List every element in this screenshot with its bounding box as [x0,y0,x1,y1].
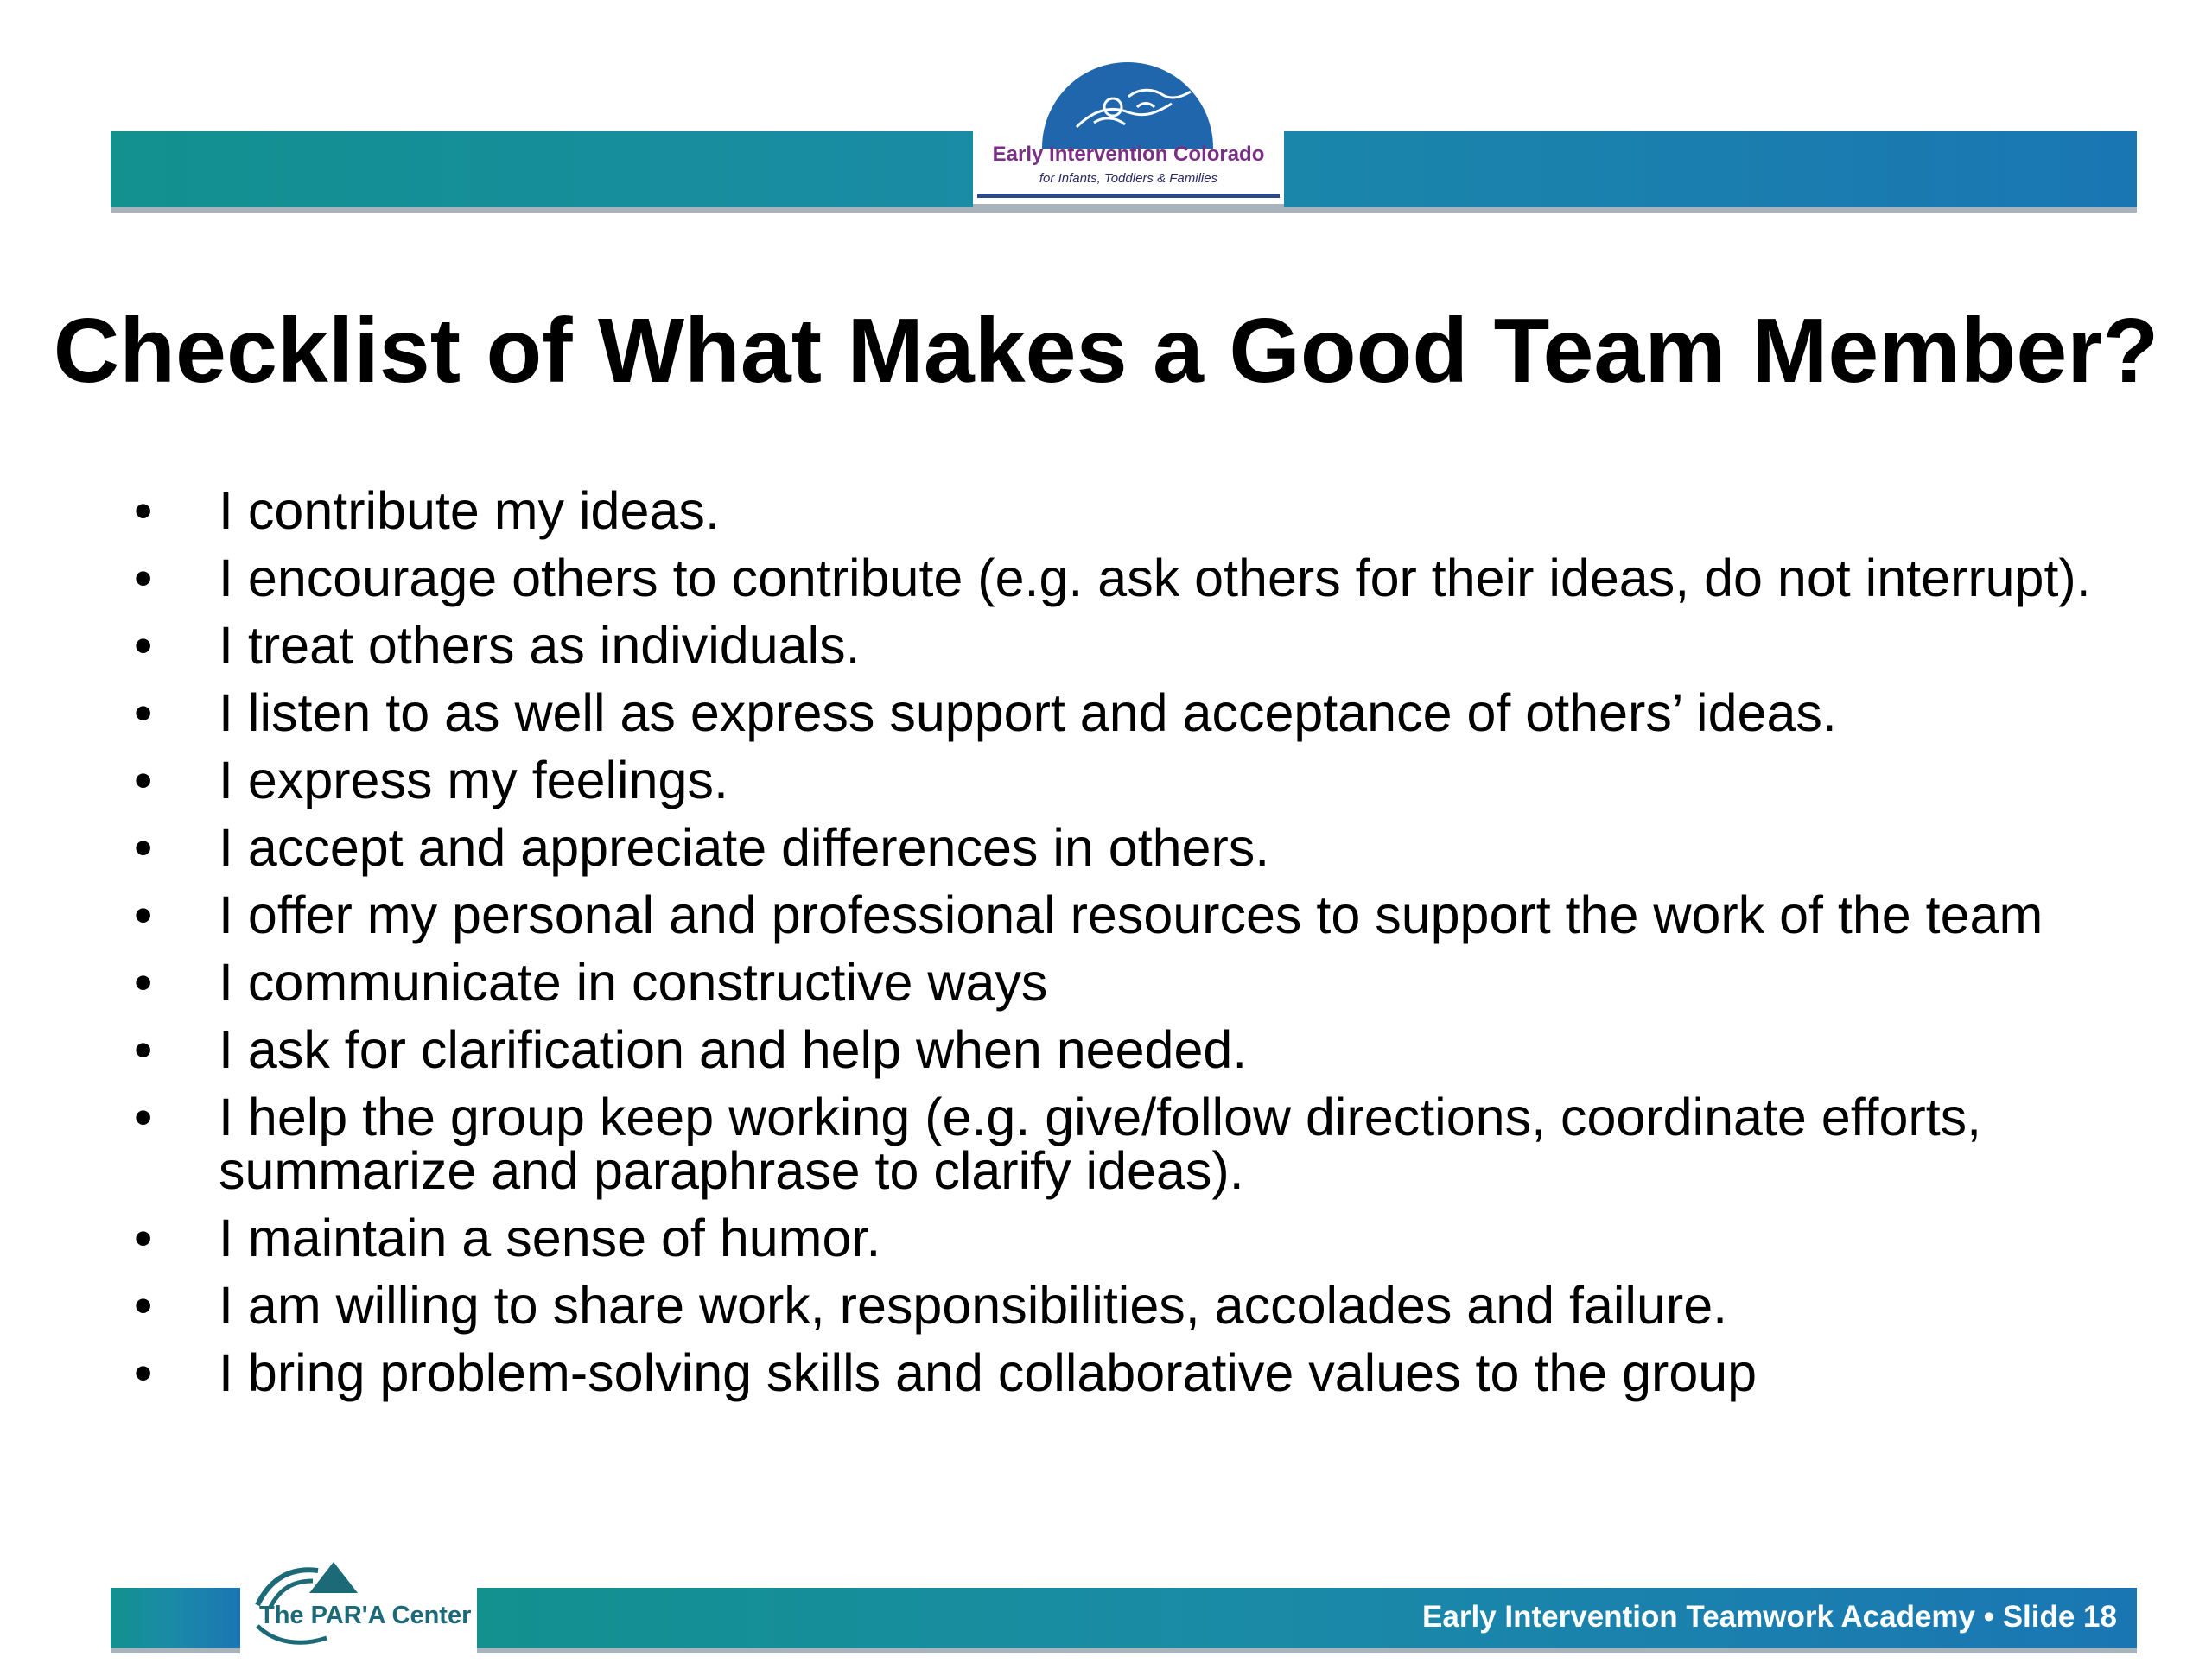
checklist-item [0,1020,2145,1079]
checklist-item-text: I help the group keep working (e.g. give/follow directions, coordinate efforts, summarize and paraphrase to clarify ideas). [219,1088,1982,1200]
footer-band-left [111,1588,240,1648]
checklist-item [0,551,2145,605]
checklist-item [0,753,2145,807]
checklist-item-text: I express my feelings. [219,751,728,809]
bullet-icon: • [134,1343,153,1402]
checklist-item-text: I maintain a sense of humor. [219,1209,881,1267]
logo-title: Early Intervention Colorado [992,143,1265,166]
checklist-item-text: I offer my personal and professional resources to support the work of the team [219,885,2044,944]
checklist-item [0,818,2145,877]
page-title: Checklist of What Makes a Good Team Member? [53,300,2159,402]
checklist-item-text: I accept and appreciate differences in others. [219,818,1270,877]
checklist-item [0,683,2145,742]
checklist-item-text: I listen to as well as express support and acceptance of others’ ideas. [219,683,1837,742]
footer-caption: Early Intervention Teamwork Academy • Slide 18 [1422,1600,2117,1634]
checklist-item [0,616,2145,675]
bullet-icon: • [134,1088,153,1146]
bullet-icon: • [134,818,153,877]
logo-subtitle: for Infants, Toddlers & Families [1039,171,1218,186]
bullet-icon: • [134,683,153,742]
checklist-item [0,953,2145,1012]
checklist-item [0,1211,2145,1265]
bullet-icon: • [134,953,153,1012]
early-intervention-logo-icon [1042,62,1213,149]
bullet-icon: • [134,616,153,675]
checklist-item-text: I ask for clarification and help when needed. [219,1020,1248,1079]
bullet-icon: • [134,1020,153,1079]
logo-underline [977,194,1280,198]
checklist-item-text: I treat others as individuals. [219,616,861,675]
checklist-item [0,1276,2145,1335]
checklist-item-text: I bring problem-solving skills and collaborative values to the group [219,1343,1758,1402]
checklist-item [0,1088,2145,1200]
bullet-icon: • [134,549,153,607]
checklist-item [0,1343,2145,1402]
checklist-item-text: I contribute my ideas. [219,481,720,540]
checklist-item-text: I encourage others to contribute (e.g. ask others for their ideas, do not interrupt). [219,549,2091,607]
bullet-icon: • [134,1276,153,1335]
checklist-item-text: I am willing to share work, responsibilities, accolades and failure. [219,1276,1728,1335]
para-center-label: The PAR'A Center [259,1602,472,1629]
hands-icon [1042,62,1213,149]
checklist-item-text: I communicate in constructive ways [219,953,1048,1012]
checklist-item [0,885,2145,944]
bullet-icon: • [134,481,153,540]
checklist-item [0,481,2145,540]
bullet-icon: • [134,885,153,944]
bullet-icon: • [134,1209,153,1267]
checklist [0,481,2212,1413]
bullet-icon: • [134,751,153,809]
